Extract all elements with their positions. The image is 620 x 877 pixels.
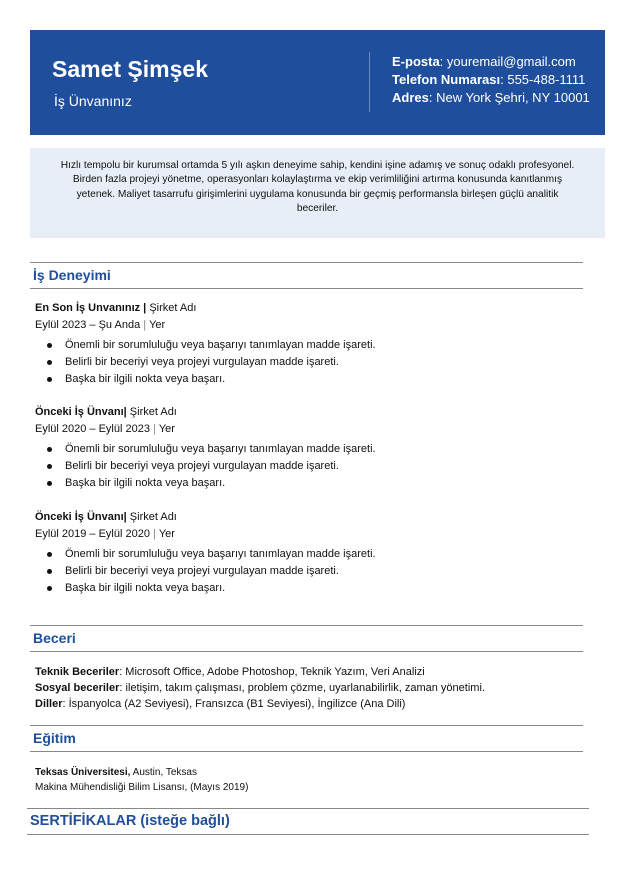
bullet-item: Önemli bir sorumluluğu veya başarıyı tanımlayan madde işareti. xyxy=(35,441,575,458)
address-label: Adres xyxy=(392,90,429,105)
bullet-item: Önemli bir sorumluluğu veya başarıyı tanımlayan madde işareti. xyxy=(35,546,575,563)
email-line xyxy=(392,53,590,71)
job-bullets xyxy=(35,546,575,597)
header-divider xyxy=(369,52,370,112)
job-entry xyxy=(35,300,575,388)
job-entry xyxy=(35,404,575,492)
bullet-item: Başka bir ilgili nokta veya başarı. xyxy=(35,371,575,388)
summary-box: Hızlı tempolu bir kurumsal ortamda 5 yılı aşkın deneyime sahip, kendini işine adamış ve sonuç odaklı profesyonel. Birden fazla projeyi yönetme, operasyonları kolaylaştırma ve ekip verimliliğini artırma konusunda kanıtlanmış yetenek. Maliyet tasarrufu girişimlerini uygulama konusunda bir geçmiş performansla birleşen güçlü analitik beceriler. xyxy=(30,148,605,238)
phone-line xyxy=(392,71,590,89)
phone-value: : 555-488-1111 xyxy=(500,72,586,87)
job-company: Şirket Adı xyxy=(146,302,197,314)
job-company: Şirket Adı xyxy=(126,511,177,523)
school-location: Austin, Teksas xyxy=(130,767,197,778)
skill-line xyxy=(35,696,580,712)
contact-block xyxy=(392,53,590,107)
job-title: İş Ünvanınız xyxy=(54,93,132,109)
skill-label: Diller xyxy=(35,698,63,710)
bullet-item: Belirli bir beceriyi veya projeyi vurgulayan madde işareti. xyxy=(35,563,575,580)
job-bullets xyxy=(35,337,575,388)
job-location: Yer xyxy=(158,423,175,435)
skill-value: : İspanyolca (A2 Seviyesi), Fransızca (B1 Seviyesi), İngilizce (Ana Dili) xyxy=(62,698,406,710)
job-entry xyxy=(35,509,575,597)
bullet-item: Belirli bir beceriyi veya projeyi vurgulayan madde işareti. xyxy=(35,458,575,475)
address-value: : New York Şehri, NY 10001 xyxy=(428,90,590,105)
job-separator: | xyxy=(143,319,147,331)
education-degree: Makina Mühendisliği Bilim Lisansı, (Mayıs 2019) xyxy=(35,782,249,793)
job-position: En Son İş Unvanınız | xyxy=(35,302,147,314)
job-title-line xyxy=(35,404,575,421)
resume-header xyxy=(30,30,605,135)
section-skills-heading: Beceri xyxy=(30,625,583,652)
job-title-line xyxy=(35,300,575,317)
job-company: Şirket Adı xyxy=(126,406,177,418)
job-dates: Eylül 2020 – Eylül 2023 xyxy=(35,423,150,435)
email-value: : youremail@gmail.com xyxy=(439,54,576,69)
email-label: E-posta xyxy=(392,54,440,69)
section-certificates-heading: SERTİFİKALAR (isteğe bağlı) xyxy=(27,808,589,835)
job-title-line xyxy=(35,509,575,526)
job-separator: | xyxy=(152,423,156,435)
skill-value: : Microsoft Office, Adobe Photoshop, Teknik Yazım, Veri Analizi xyxy=(119,666,425,678)
skills-block xyxy=(35,664,580,712)
job-date-line xyxy=(35,317,575,334)
job-position: Önceki İş Ünvanı| xyxy=(35,406,127,418)
bullet-item: Önemli bir sorumluluğu veya başarıyı tanımlayan madde işareti. xyxy=(35,337,575,354)
section-education-heading: Eğitim xyxy=(30,725,583,752)
job-position: Önceki İş Ünvanı| xyxy=(35,511,127,523)
job-location: Yer xyxy=(158,528,175,540)
job-dates: Eylül 2023 – Şu Anda xyxy=(35,319,141,331)
skill-value: : iletişim, takım çalışması, problem çözme, uyarlanabilirlik, zaman yönetimi. xyxy=(119,682,485,694)
skill-label: Sosyal beceriler xyxy=(35,682,120,694)
education-block xyxy=(35,765,580,795)
school-name: Teksas Üniversitesi, xyxy=(35,767,131,778)
skill-line xyxy=(35,680,580,696)
bullet-item: Başka bir ilgili nokta veya başarı. xyxy=(35,475,575,492)
candidate-name: Samet Şimşek xyxy=(52,56,208,82)
skill-line xyxy=(35,664,580,680)
job-date-line xyxy=(35,421,575,438)
bullet-item: Başka bir ilgili nokta veya başarı. xyxy=(35,580,575,597)
job-dates: Eylül 2019 – Eylül 2020 xyxy=(35,528,150,540)
address-line xyxy=(392,89,590,107)
phone-label: Telefon Numarası xyxy=(392,72,501,87)
job-date-line xyxy=(35,526,575,543)
section-experience-heading: İş Deneyimi xyxy=(30,262,583,289)
job-bullets xyxy=(35,441,575,492)
bullet-item: Belirli bir beceriyi veya projeyi vurgulayan madde işareti. xyxy=(35,354,575,371)
education-school-line xyxy=(35,765,580,780)
skill-label: Teknik Beceriler xyxy=(35,666,120,678)
job-location: Yer xyxy=(149,319,166,331)
job-separator: | xyxy=(152,528,156,540)
